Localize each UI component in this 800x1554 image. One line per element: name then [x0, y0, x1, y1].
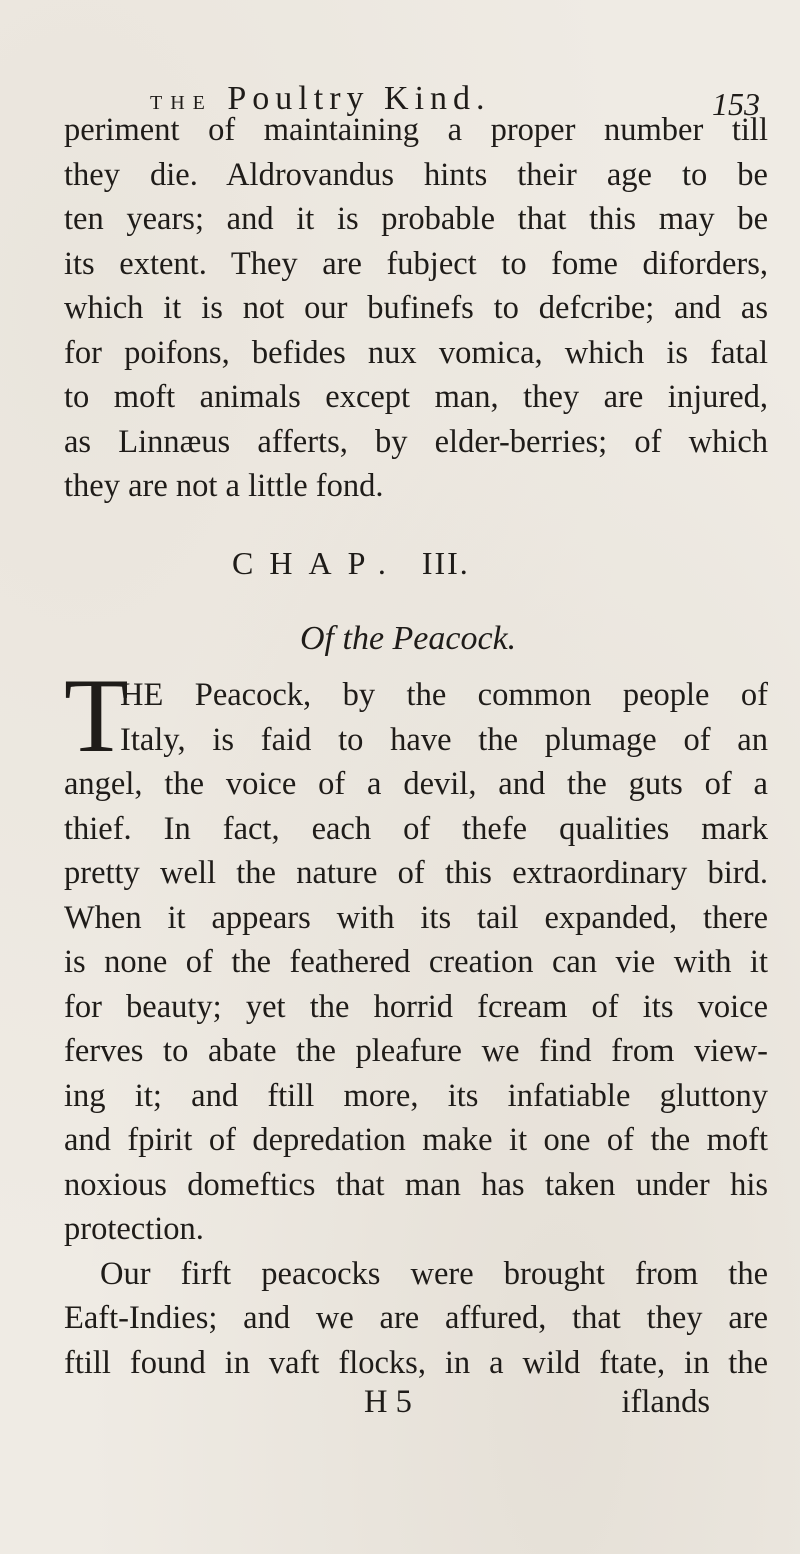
text-line: ferves to abate the pleafure we find from view- — [64, 1033, 768, 1069]
text-line: pretty well the nature of this extraordinary bird. — [64, 855, 768, 891]
paragraph-continued — [64, 108, 768, 509]
text-line: ftill found in vaft flocks, in a wild ftate, in the — [64, 1344, 768, 1381]
text-line: its extent. They are fubject to fome diforders, — [64, 245, 768, 282]
text-line: noxious domeftics that man has taken under his — [64, 1166, 768, 1203]
running-head-word-kind: Kind. — [384, 80, 491, 117]
paragraph-peacock — [64, 673, 768, 1385]
page-footer — [64, 1384, 768, 1428]
signature-mark: H 5 — [364, 1384, 412, 1420]
text-line: ing it; and ftill more, its infatiable gluttony — [64, 1077, 768, 1114]
text-line: Our firft peacocks were brought from the — [100, 1255, 768, 1292]
page-number: 153 — [712, 86, 760, 122]
text-line: thief. In fact, each of thefe qualities mark — [64, 810, 768, 847]
text-line: protection. — [64, 1211, 204, 1247]
chapter-label: CHAP. — [232, 545, 402, 581]
chapter-number: III. — [421, 545, 470, 581]
text-line: HE Peacock, by the common people of — [120, 677, 768, 713]
text-line: for poifons, befides nux vomica, which is fatal — [64, 334, 768, 371]
text-line: Italy, is faid to have the plumage of an — [120, 721, 768, 758]
text-line: ten years; and it is probable that this may be — [64, 201, 768, 237]
chapter-heading — [232, 545, 470, 582]
text-line: which it is not our bufinefs to defcribe; and as — [64, 290, 768, 326]
text-line: they die. Aldrovandus hints their age to be — [64, 156, 768, 193]
text-line: they are not a little fond. — [64, 468, 384, 504]
text-line: When it appears with its tail expanded, there — [64, 899, 768, 936]
text-line: and fpirit of depredation make it one of the moft — [64, 1122, 768, 1158]
text-line: for beauty; yet the horrid fcream of its voice — [64, 988, 768, 1025]
catchword: iflands — [621, 1384, 710, 1420]
drop-cap: T — [64, 657, 129, 774]
text-line: Eaft-Indies; and we are affured, that they are — [64, 1300, 768, 1336]
text-line: as Linnæus afferts, by elder-berries; of which — [64, 423, 768, 460]
running-head-article: THE — [150, 92, 213, 114]
text-line: periment of maintaining a proper number till — [64, 112, 768, 148]
running-head-word-poultry: Poultry — [227, 80, 370, 117]
text-line: is none of the feathered creation can vie with it — [64, 944, 768, 980]
text-line: angel, the voice of a devil, and the guts of a — [64, 766, 768, 802]
text-line: to moft animals except man, they are injured, — [64, 379, 768, 415]
section-title: Of the Peacock. — [300, 620, 517, 657]
